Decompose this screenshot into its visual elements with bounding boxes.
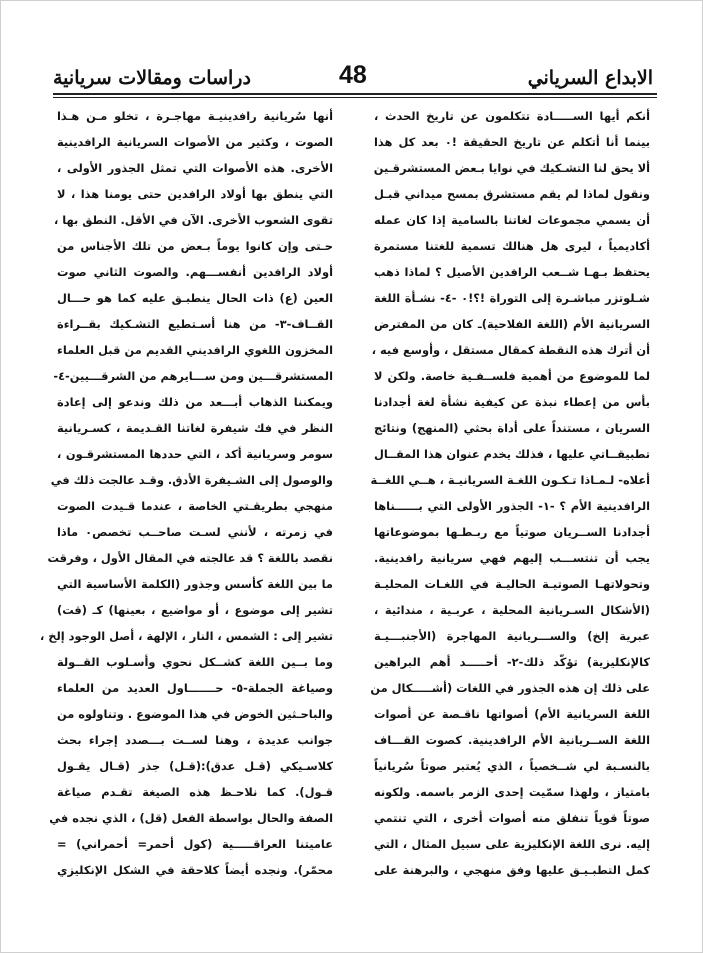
text-line: العين (ع) ذات الحال ينطبـق عليه كما هو حـــال <box>57 291 333 305</box>
text-line: بالنسـبة لي شــخصياً ، الذي يُعتبر صوتاً سُريانياً <box>374 759 650 773</box>
text-line: أن أترك هذه النقطة كمقال مستقل ، وأوسع فيه ، <box>371 343 650 357</box>
page-number: 48 <box>339 61 367 89</box>
text-line: والوصول إلى الشـيفرة الأدق. وقـد عالجت ذلك في <box>50 473 333 487</box>
text-line: لما للموضوع من أهمية فلســفـية خاصة. ولكن لا <box>374 369 650 383</box>
text-line: اللغة السريانية الأم) أصواتها ناقـصة عن أصوات <box>374 707 650 721</box>
text-line: عاميتنا العراقـــــية (كول أحمر= أحمراني) = <box>57 837 333 851</box>
text-line: يحتفظ بـهـا شــعب الرافدين الأصيل ؟ لماذا ذهب <box>374 265 650 279</box>
text-line: تشير إلى موضوع ، أو مواضيع ، بعينها) كـ (قت) <box>57 603 333 617</box>
text-line: صوتاً قوياً تنفلق منه أصوات أخرى ، التي تنتمي <box>374 811 650 825</box>
text-line: التي ينطق بها أولاد الرافدين حتى يومنا هذا ، لا <box>57 187 333 201</box>
text-line: النظر في فك شيفرة لغاتنا القـديمة ، كسـريانية <box>57 421 333 435</box>
text-line: أولاد الرافدين أنفســـهم. والصوت الثاني صوت <box>57 265 333 279</box>
text-line: يجب أن تنتســـب إليهم فهي سريانية رافدينية. <box>374 551 650 565</box>
article-column-right <box>370 103 650 883</box>
text-line: قـول). كما نلاحـظ هذه الصيغة تقـدم صياغة <box>57 785 333 799</box>
text-line: المستشرقـــين ومن ســـايرهم من الشرقـــيين-٤- <box>53 369 333 383</box>
text-line: حـتى وإن كانوا يوماً بـعض من تلك الأجناس من <box>57 239 333 253</box>
text-line: أن يسمي مجموعات لغاتنا بالسامية إذا كان عمله <box>374 213 650 227</box>
text-line: السريان ، مستنداً على أداة بحثي (المنهج) ونتائج <box>374 421 650 435</box>
text-line: الرافدينية الأم ؟ -١- الجذور الأولى التي بــــــناها <box>374 499 650 513</box>
text-line: المخزون اللغوي الرافديني القديم من قبل العلماء <box>57 343 333 357</box>
text-line: أكاديمياً ، ليرى هل هنالك تسمية للغتنا مستمرة <box>374 239 650 253</box>
section-title: دراسات ومقالات سريانية <box>53 67 251 89</box>
text-line: جوانب عديدة ، وهنا لســت بـــصدد إجراء بحث <box>57 733 333 747</box>
text-line: بامتياز ، ولهذا سمّيت إحدى الزمر باسمه. ولكونه <box>374 785 650 799</box>
magazine-title: الابداع السرياني <box>527 67 653 89</box>
text-line: تقوى الشعوب الأخرى. الآن في الأقل. النطق بها ، <box>53 213 333 227</box>
text-line: إليه. نرى اللغة الإنكليزية على سبيل المثال ، التي <box>374 837 650 851</box>
text-line: كالإنكليزية) تؤكّد ذلك-٢- أحـــــد أهم البراهين <box>374 655 650 669</box>
text-line: ألا يحق لنا التشـكيك في نوايا بـعض المستشرقـين <box>373 161 650 175</box>
header-rule-thick <box>53 93 657 95</box>
text-line: الصوت ، وكثير من الأصوات السريانية الرافدينية <box>57 135 333 149</box>
text-line: سومر وسريانية أكد ، التي حددها المستشرقـون ، <box>57 447 333 461</box>
text-line: كلاسـيكي (قـل عدق):(قـل) جذر (قـال يقـول <box>57 759 333 773</box>
text-line: أجدادنا الســريان صوتياً مع ربـطـها بموضوعاتها <box>374 525 650 539</box>
text-line: بينما أنا أتكلم عن تاريخ الحقيقة !٠ بعد كل هذا <box>374 135 650 149</box>
header-rule-thin <box>53 97 657 98</box>
text-line: أنكم أيها الســـــادة تتكلمون عن تاريخ الحدث ، <box>374 109 650 123</box>
text-line: على ذلك إن هذه الجذور في اللغات (أشـــــكال من <box>370 681 650 695</box>
text-line: عبرية إلخ) والســـريانية المهاجرة (الأجنبـــيـة <box>374 629 650 643</box>
text-line: كمل التطبـيـق عليها وفق منهجي ، والبرهنة على <box>374 863 650 877</box>
text-line: ونقول لماذا لم يقم مستشرق بمسح ميداني قبـل <box>374 187 650 201</box>
text-line: شـلوتزر مباشـرة إلى التوراة !؟!٠ -٤- نشـأة اللغة <box>374 291 650 305</box>
text-line: وما بــين اللغة كشــكل نحوي وأسـلوب القــولة <box>57 655 333 669</box>
page-header <box>53 61 653 91</box>
text-line: أنها سُريانية رافدينيـة مهاجـرة ، تخلو مـن هـذا <box>57 109 333 123</box>
text-line: اللغة الســريانية الأم الرافدينية. كصوت القـــاف <box>374 733 650 747</box>
text-line: بأس من إعطاء نبذة عن كيفية نشأة لغة أجدادنا <box>374 395 650 409</box>
text-line: الأخرى. هذه الأصوات التي تمثل الجذور الأولى ، <box>57 161 333 175</box>
text-line: ويمكننا الذهاب أبـــعد من ذلك وندعو إلى إعادة <box>57 395 333 409</box>
text-line: نقصد باللغة ؟ قد عالجته في المقال الأول ، وفرقت <box>47 551 333 565</box>
text-line: (الأشكال السـريانية المحلية ، عربـية ، مندائية ، <box>374 603 650 617</box>
text-line: محمّر). ونجده أيضاً كلاحقة في الشكل الإنكليزي <box>57 863 333 877</box>
text-line: وتحولاتهـا الصوتيـة الحاليـة في اللغـات المحليـة <box>374 577 650 591</box>
text-line: في زمرته ، لأنني لسـت صاحــب تخصص٠ ماذا <box>57 525 334 539</box>
text-line: منهجي بطريقـتي الخاصة ، عندما قـيدت الصوت <box>57 499 333 513</box>
text-line: القــاف-٣- من هنا أسـتطيع التشـكيك بقــراءة <box>57 317 333 331</box>
article-column-left <box>39 103 334 883</box>
text-line: ما بين اللغة كأسس وجذور (الكلمة الأساسية التي <box>57 577 333 591</box>
text-line: تشير إلى : الشمس ، النار ، الإلهة ، أصل الوجود إلخ ، <box>39 629 333 643</box>
text-line: تطبيقــاتي عليها ، فذلك يخدم عنوان هذا المقــال <box>374 447 650 461</box>
text-line: السريانية الأم (اللغة الفلاحية)ـ كان من المفترض <box>374 317 650 331</box>
text-line: وصياغة الجملة-٥- حـــــــاول العديد من العلماء <box>57 681 334 695</box>
text-line: أعلاه- لـمـاذا تـكـون اللغـة السريانيـة ، هــي اللغــة <box>370 473 650 487</box>
text-line: والباحـثين الخوض في هذا الموضوع . وتناولوه من <box>57 707 333 721</box>
text-line: الصفة والحال بواسطة الفعل (قل) ، الذي نجده في <box>49 811 333 825</box>
